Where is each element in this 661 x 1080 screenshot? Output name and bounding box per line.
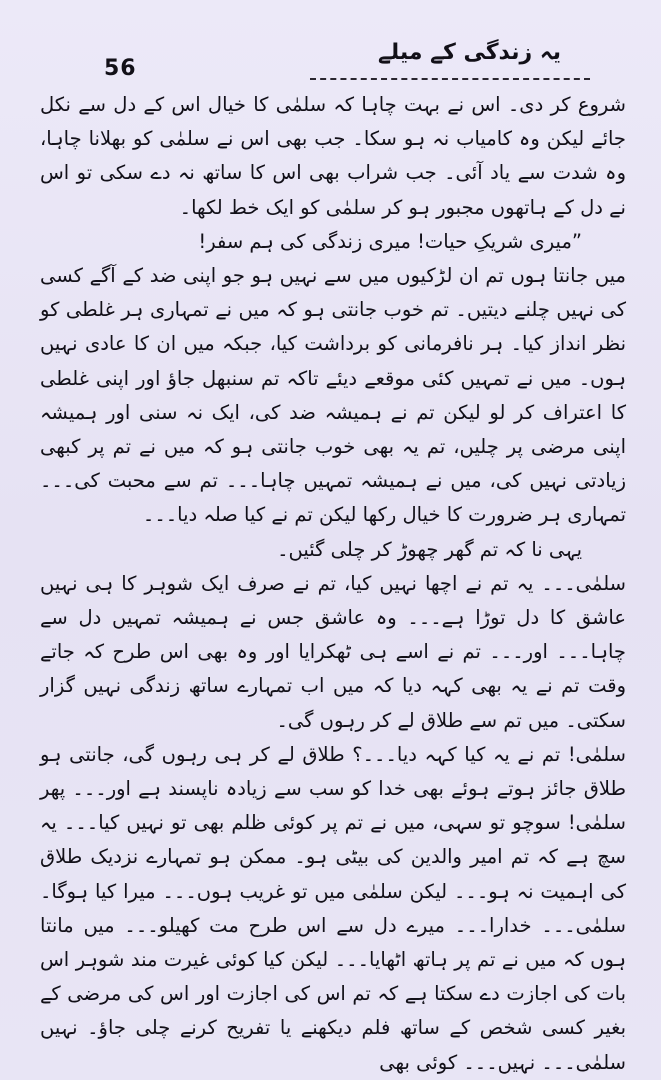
header-rule — [310, 78, 590, 80]
paragraph: سلمٰی! تم نے یہ کیا کہہ دیا۔۔۔؟ طلاق لے کر ہی رہوں گی، جانتی ہو طلاق جائز ہوتے ہوئے بھی خدا کو سب سے زیادہ ناپسند ہے اور۔۔۔ پھر سلمٰی! سوچو تو سہی، میں نے تم پر کوئی ظلم بھی تو نہیں کیا۔۔۔ یہ سچ ہے کہ تم امیر والدین کی بیٹی ہو۔ ممکن ہو تمہارے نزدیک طلاق کی اہمیت نہ ہو۔۔۔ لیکن سلمٰی میں تو غریب ہوں۔۔۔ میرا کیا ہوگا۔ سلمٰی۔۔۔ خدارا۔۔۔ میرے دل سے اس طرح مت کھیلو۔۔۔ میں مانتا ہوں کہ میں نے تم پر ہاتھ اٹھایا۔۔۔ لیکن کیا کوئی غیرت مند شوہر اس بات کی اجازت دے سکتا ہے کہ تم اس کی اجازت اور اس کی مرضی کے بغیر کسی شخص کے ساتھ فلم دیکھنے یا تفریح کرنے چلی جاؤ۔ نہیں سلمٰی۔۔۔ نہیں۔۔۔ کوئی بھی — [40, 742, 626, 1074]
body-text — [40, 88, 626, 1080]
paragraph: شروع کر دی۔ اس نے بہت چاہا کہ سلمٰی کا خیال اس کے دل سے نکل جائے لیکن وہ کامیاب نہ ہو سکا۔ جب بھی اس نے سلمٰی کو بھلانا چاہا، وہ شدت سے یاد آئی۔ جب شراب بھی اس کا ساتھ نہ دے سکی تو اس نے دل کے ہاتھوں مجبور ہو کر سلمٰی کو ایک خط لکھا۔ — [40, 93, 626, 219]
paragraph: سلمٰی۔۔۔ یہ تم نے اچھا نہیں کیا، تم نے صرف ایک شوہر کا ہی نہیں عاشق کا دل توڑا ہے۔۔۔ وہ عاشق جس نے ہمیشہ تمہیں دل سے چاہا۔۔۔ اور۔۔۔ تم نے اسے ہی ٹھکرایا اور وہ بھی اس طرح کہ جاتے وقت تم نے یہ بھی کہہ دیا کہ میں اب تمہارے ساتھ زندگی نہیں گزار سکتی۔ میں تم سے طلاق لے کر رہوں گی۔ — [40, 571, 626, 732]
paragraph: ”میری شریکِ حیات! میری زندگی کی ہم سفر! — [198, 229, 582, 253]
page-number: 56 — [104, 56, 137, 81]
running-head: یہ زندگی کے میلے — [378, 40, 561, 65]
paragraph: میں جانتا ہوں تم ان لڑکیوں میں سے نہیں ہو جو اپنی ضد کے آگے کسی کی نہیں چلنے دیتیں۔ تم خوب جانتی ہو کہ میں نے تمہاری ہر غلطی کو نظر انداز کیا۔ ہر نافرمانی کو برداشت کیا، جبکہ میں ان کا عادی نہیں ہوں۔ میں نے تمہیں کئی موقعے دیئے تاکہ تم سنبھل جاؤ اور اپنی غلطی کا اعتراف کر لو لیکن تم نے ہمیشہ ضد کی، ایک نہ سنی اور ہمیشہ اپنی مرضی پر چلیں، تم یہ بھی خوب جانتی ہو کہ میں نے تم پر کبھی زیادتی نہیں کی، میں نے ہمیشہ تمہیں چاہا۔۔۔ تم سے محبت کی۔۔۔ تمہاری ہر ضرورت کا خیال رکھا لیکن تم نے کیا صلہ دیا۔۔۔ — [40, 264, 626, 527]
paragraph: یہی نا کہ تم گھر چھوڑ کر چلی گئیں۔ — [277, 537, 582, 561]
